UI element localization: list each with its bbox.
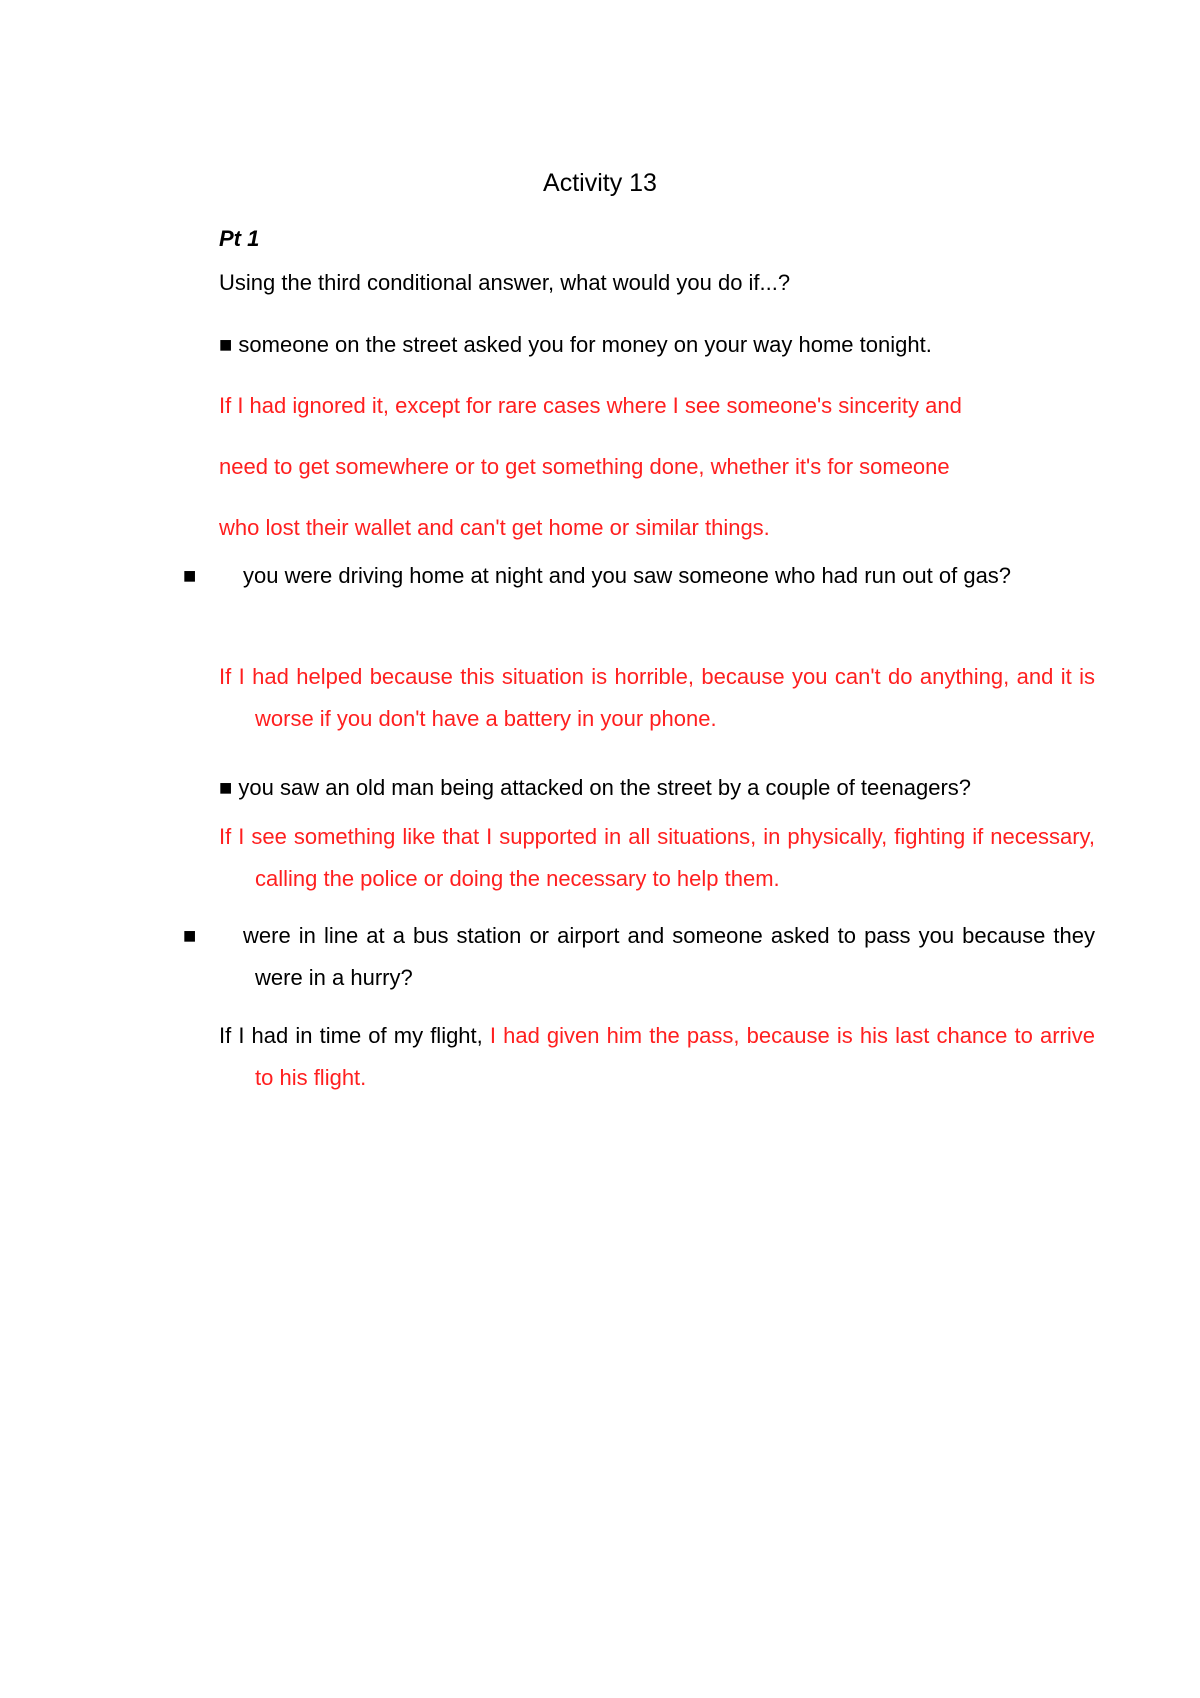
instruction-text: Using the third conditional answer, what would you do if...? [219, 270, 791, 295]
bullet-icon: ■ [183, 923, 197, 948]
answer-3: If I see something like that I supported in all situations, in physically, fighting if necessary, calling the police or doing the necessary to help them. [219, 824, 1095, 891]
answer-2: If I had helped because this situation is horrible, because you can't do anything, and it is worse if you don't have a battery in your phone. [219, 664, 1095, 731]
question-2 [183, 555, 1095, 597]
question-2-text: you were driving home at night and you saw someone who had run out of gas? [243, 563, 1012, 588]
bullet-icon: ■ [183, 563, 197, 588]
question-4 [183, 915, 1095, 999]
answer-1-line-1: If I had ignored it, except for rare cases where I see someone's sincerity and [219, 393, 962, 418]
document-title: Activity 13 [543, 169, 657, 197]
answer-4-lead: If I had in time of my flight, [219, 1023, 490, 1048]
bullet-icon: ■ [219, 332, 233, 357]
part-heading: Pt 1 [219, 226, 260, 251]
answer-1-line-3: who lost their wallet and can't get home or similar things. [219, 515, 770, 540]
answer-4-red: I had given him the pass, because is his last chance to arrive to his flight. [255, 1023, 1095, 1090]
question-1 [219, 332, 1059, 358]
answer-1-line-2: need to get somewhere or to get something done, whether it's for someone [219, 454, 950, 479]
question-3-text: you saw an old man being attacked on the street by a couple of teenagers? [238, 775, 972, 800]
answer-4 [219, 1015, 1095, 1099]
question-1-text: someone on the street asked you for money on your way home tonight. [238, 332, 932, 357]
question-4-text: were in line at a bus station or airport and someone asked to pass you because they were in a hurry? [243, 923, 1095, 990]
question-3 [219, 775, 1059, 801]
bullet-icon: ■ [219, 775, 233, 800]
